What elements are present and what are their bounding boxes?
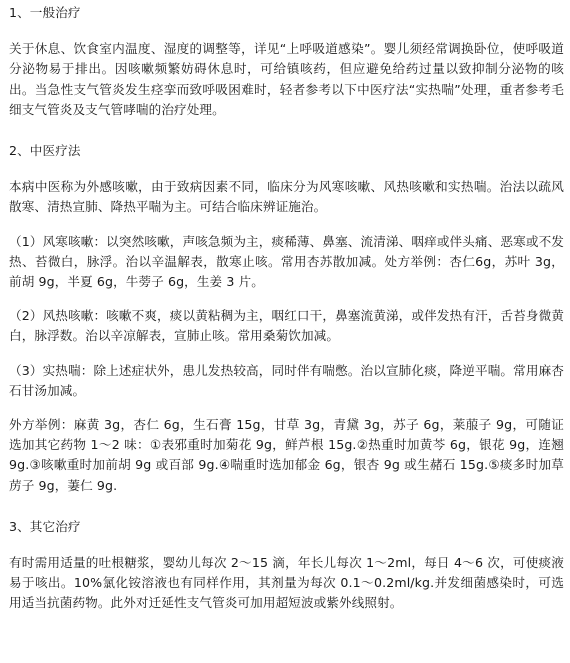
section-heading-tcm-treatment: 2、中医疗法	[9, 143, 81, 159]
paragraph-prescription-example: 外方举例：麻黄 3g，杏仁 6g，生石膏 15g，甘草 3g，青黛 3g，苏子 6g，莱菔子 9g，可随证选加其它药物 1～2 味：①表邪重时加菊花 9g，鲜芦根 15g.②热重时加黄芩 6g，银花 9g，连翘 9g.③咳嗽重时加前胡 9g 或百部 9g.④喘重时选加郁金 6g，银杏 9g 或生赭石 15g.⑤痰多时加草苈子 9g，萋仁 9g.	[9, 417, 564, 493]
paragraph-wind-cold-cough: （1）风寒咳嗽：以突然咳嗽，声咳急频为主，痰稀薄、鼻塞、流清涕、咽痒或伴头痛、恶寒或不发热、苔微白，脉浮。治以辛温解表，散寒止咳。常用杏苏散加减。处方举例：杏仁6g，苏叶 3g，前胡 9g，半夏 6g，牛蒡子 6g，生姜 3 片。	[9, 233, 564, 290]
paragraph-other-treatment: 有时需用适量的吐根糖浆，婴幼儿每次 2～15 滴，年长儿每次 1～2ml，每日 4～6 次，可使痰液易于咳出。10%氯化铵溶液也有同样作用，其剂量为每次 0.1～0.2ml/kg.并发细菌感染时，可选用适当抗菌药物。此外对迁延性支气管炎可加用超短波或紫外线照射。	[9, 555, 564, 611]
paragraph-general-treatment: 关于休息、饮食室内温度、湿度的调整等，详见“上呼吸道感染”。婴儿须经常调换卧位，使呼吸道分泌物易于排出。因咳嗽频繁妨碍休息时，可给镇咳药，但应避免给药过量以致抑制分泌物的咳出。当急性支气管炎发生痉挛而致呼吸困难时，轻者参考以下中医疗法“实热喘”处理，重者参考毛细支气管炎及支气管哮喘的治疗处理。	[9, 41, 564, 117]
section-heading-other-treatment: 3、其它治疗	[9, 518, 81, 534]
paragraph-tcm-intro: 本病中医称为外感咳嗽，由于致病因素不同，临床分为风寒咳嗽、风热咳嗽和实热喘。治法以疏风散寒、清热宣肺、降热平喘为主。可结合临床辨证施治。	[9, 179, 564, 215]
paragraph-excess-heat-asthma: （3）实热喘：除上述症状外，患儿发热较高，同时伴有喘憋。治以宣肺化痰，降逆平喘。常用麻杏石甘汤加减。	[9, 362, 564, 398]
paragraph-wind-heat-cough: （2）风热咳嗽：咳嗽不爽，痰以黄粘稠为主，咽红口干，鼻塞流黄涕，或伴发热有汗，舌苔身微黄白，脉浮数。治以辛凉解表，宣肺止咳。常用桑菊饮加减。	[9, 308, 564, 344]
section-heading-general-treatment: 1、一般治疗	[9, 5, 81, 20]
